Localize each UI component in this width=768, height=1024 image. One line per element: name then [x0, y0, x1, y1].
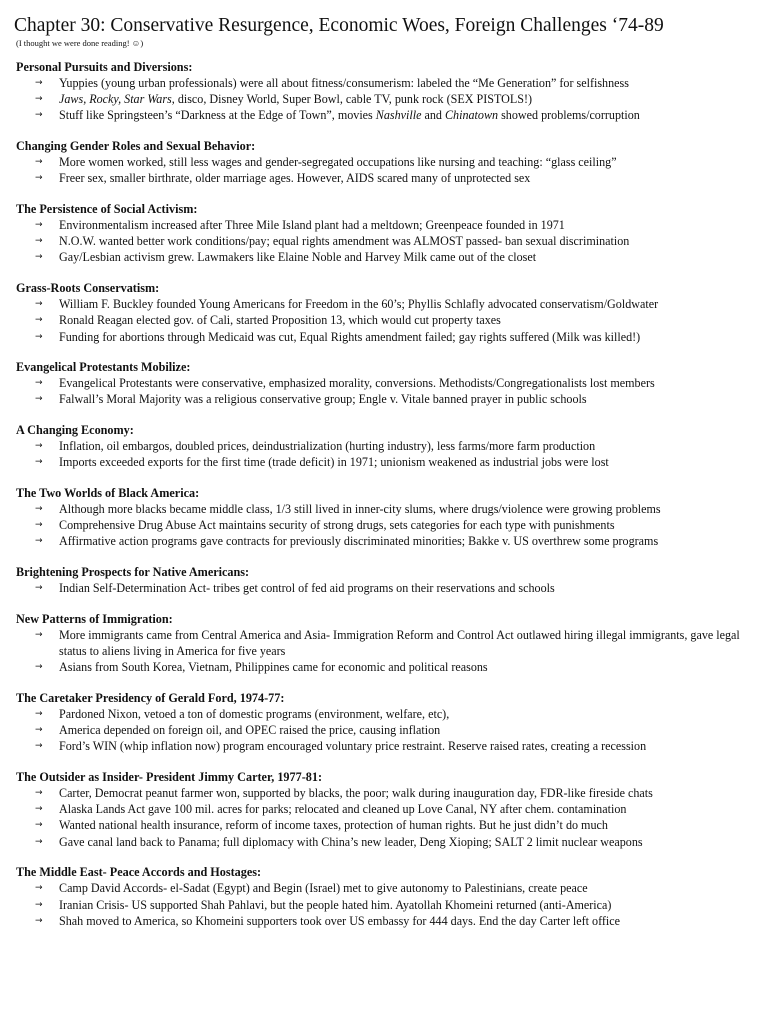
section-heading: The Outsider as Insider- President Jimmy Carter, 1977-81:: [16, 770, 323, 785]
arrow-icon: →: [35, 804, 43, 815]
arrow-icon: →: [35, 662, 43, 673]
arrow-icon: →: [35, 157, 43, 168]
outline-section: [14, 564, 756, 596]
section-heading: The Two Worlds of Black America:: [16, 486, 200, 501]
section-heading: New Patterns of Immigration:: [16, 611, 173, 626]
section-heading: Evangelical Protestants Mobilize:: [16, 360, 191, 375]
bullet-text: More immigrants came from Central America and Asia- Immigration Reform and Control Act outlawed hiring illegal immigrants, gave legal status to aliens living in America for five years: [59, 627, 740, 659]
bullet-item: [14, 249, 756, 265]
section-heading: Grass-Roots Conservatism:: [16, 281, 160, 296]
bullet-text: Iranian Crisis- US supported Shah Pahlavi, but the people hated him. Ayatollah Khomeini returned (anti-America): [59, 897, 612, 912]
arrow-icon: →: [35, 394, 43, 405]
bullet-item: [14, 834, 756, 850]
outline-section: [14, 769, 756, 850]
bullet-list: [14, 706, 756, 755]
arrow-icon: →: [35, 836, 43, 847]
outline-section: [14, 864, 756, 929]
bullet-item: [14, 154, 756, 170]
bullet-text: [59, 91, 756, 107]
section-heading: Brightening Prospects for Native Americans:: [16, 565, 250, 580]
arrow-icon: →: [35, 220, 43, 231]
bullet-text: Although more blacks became middle class, 1/3 still lived in inner-city slums, where drugs/violence were growing problems: [59, 502, 661, 517]
arrow-icon: →: [35, 629, 43, 640]
italic-title: Nashville: [375, 108, 422, 123]
section-heading: Personal Pursuits and Diversions:: [16, 60, 193, 74]
bullet-item: [14, 785, 756, 801]
bullet-text: [59, 107, 756, 123]
bullet-text: Evangelical Protestants were conservative, emphasized morality, conversions. Methodists/Congregationalists lost members: [59, 376, 655, 391]
bullet-text: More women worked, still less wages and gender-segregated occupations like nursing and teaching: “glass ceiling”: [59, 155, 617, 170]
bullet-item: [14, 75, 756, 91]
bullet-item: [14, 233, 756, 249]
bullet-item: [14, 438, 756, 454]
bullet-list: [14, 438, 756, 470]
bullet-list: [14, 154, 756, 186]
bullet-list: [14, 785, 756, 850]
arrow-icon: →: [35, 725, 43, 736]
outline-section: [14, 611, 756, 676]
bullet-list: [14, 501, 756, 550]
arrow-icon: →: [35, 378, 43, 389]
bullet-item: [14, 580, 756, 596]
bullet-text: Funding for abortions through Medicaid was cut, Equal Rights amendment failed; gay rights suffered (Milk was killed!): [59, 329, 641, 344]
bullet-item: [14, 107, 756, 123]
bullet-list: [14, 627, 756, 676]
sections-container: [14, 59, 756, 929]
bullet-text: Gay/Lesbian activism grew. Lawmakers like Elaine Noble and Harvey Milk came out of the closet: [59, 250, 537, 265]
bullet-text: Ronald Reagan elected gov. of Cali, started Proposition 13, which would cut property taxes: [59, 313, 501, 328]
bullet-text-rest: , disco, Disney World, Super Bowl, cable TV, punk rock (SEX PISTOLS!): [171, 92, 533, 107]
bullet-item: [14, 880, 756, 896]
section-heading: The Caretaker Presidency of Gerald Ford, 1974-77:: [16, 690, 285, 705]
bullet-item: [14, 627, 756, 659]
arrow-icon: →: [35, 110, 43, 121]
bullet-text: Falwall’s Moral Majority was a religious conservative group; Engle v. Vitale banned prayer in public schools: [59, 392, 587, 407]
outline-section: [14, 690, 756, 755]
bullet-item: [14, 217, 756, 233]
section-heading: The Middle East- Peace Accords and Hostages:: [16, 865, 262, 880]
arrow-icon: →: [35, 331, 43, 342]
outline-section: [14, 280, 756, 345]
bullet-item: [14, 312, 756, 328]
bullet-item: [14, 296, 756, 312]
outline-section: [14, 359, 756, 407]
outline-section: [14, 485, 756, 550]
bullet-item: [14, 391, 756, 407]
arrow-icon: →: [35, 536, 43, 547]
section-heading: The Persistence of Social Activism:: [16, 202, 198, 217]
bullet-text: America depended on foreign oil, and OPEC raised the price, causing inflation: [59, 723, 441, 738]
bullet-list: [14, 217, 756, 266]
section-heading: A Changing Economy:: [16, 423, 134, 438]
bullet-text: Carter, Democrat peanut farmer won, supported by blacks, the poor; walk during inauguration day, FDR-like fireside chats: [59, 786, 653, 801]
arrow-icon: →: [35, 820, 43, 831]
bullet-text: Freer sex, smaller birthrate, older marriage ages. However, AIDS scared many of unprotected sex: [59, 171, 531, 186]
bullet-list: [14, 375, 756, 407]
arrow-icon: →: [35, 457, 43, 468]
outline-section: [14, 422, 756, 470]
arrow-icon: →: [35, 441, 43, 452]
bullet-item: [14, 897, 756, 913]
bullet-item: [14, 738, 756, 754]
bullet-item: [14, 659, 756, 675]
arrow-icon: →: [35, 583, 43, 594]
bullet-item: [14, 517, 756, 533]
bullet-item: [14, 722, 756, 738]
bullet-item: [14, 706, 756, 722]
arrow-icon: →: [35, 741, 43, 752]
arrow-icon: →: [35, 78, 43, 88]
bullet-text: Camp David Accords- el-Sadat (Egypt) and Begin (Israel) met to give autonomy to Palestinians, create peace: [59, 881, 588, 896]
bullet-item: [14, 801, 756, 817]
section-heading: Changing Gender Roles and Sexual Behavior:: [16, 139, 256, 154]
bullet-text-post: showed problems/corruption: [498, 108, 640, 123]
bullet-text: Comprehensive Drug Abuse Act maintains security of strong drugs, sets categories for each type with punishments: [59, 518, 615, 533]
bullet-text: Wanted national health insurance, reform of income taxes, protection of human rights. But he just didn’t do much: [59, 818, 608, 833]
bullet-item: [14, 454, 756, 470]
document-page: [14, 14, 756, 944]
italic-title: Chinatown: [444, 108, 499, 123]
arrow-icon: →: [35, 883, 43, 894]
bullet-item: [14, 533, 756, 549]
bullet-item: [14, 817, 756, 833]
bullet-item: [14, 91, 756, 107]
bullet-text: Indian Self-Determination Act- tribes get control of fed aid programs on their reservations and schools: [59, 581, 555, 596]
bullet-text-pre: Stuff like Springsteen’s “Darkness at the Edge of Town”, movies: [59, 108, 376, 123]
bullet-item: [14, 375, 756, 391]
arrow-icon: →: [35, 315, 43, 326]
arrow-icon: →: [35, 252, 43, 263]
bullet-text-mid: and: [421, 108, 445, 123]
bullet-text: N.O.W. wanted better work conditions/pay; equal rights amendment was ALMOST passed- ban sexual discrimination: [59, 234, 630, 249]
bullet-text: Shah moved to America, so Khomeini supporters took over US embassy for 444 days. End the day Carter left office: [59, 913, 621, 928]
bullet-text: Affirmative action programs gave contracts for previously discriminated minorities; Bakke v. US overthrew some programs: [59, 534, 659, 549]
bullet-list: [14, 880, 756, 929]
bullet-list: [14, 296, 756, 345]
bullet-item: [14, 170, 756, 186]
bullet-text: Gave canal land back to Panama; full diplomacy with China’s new leader, Deng Xioping; SALT 2 limit nuclear weapons: [59, 834, 643, 849]
arrow-icon: →: [35, 94, 43, 105]
bullet-item: [14, 501, 756, 517]
bullet-list: [14, 580, 756, 596]
bullet-text: Yuppies (young urban professionals) were all about fitness/consumerism: labeled the “Me Generation” for selfishness: [59, 76, 629, 90]
arrow-icon: →: [35, 915, 43, 926]
arrow-icon: →: [35, 299, 43, 310]
arrow-icon: →: [35, 173, 43, 184]
outline-section: [14, 138, 756, 186]
bullet-item: [14, 329, 756, 345]
bullet-text: Ford’s WIN (whip inflation now) program encouraged voluntary price restraint. Reserve raised rates, creating a recession: [59, 739, 647, 754]
bullet-text: Asians from South Korea, Vietnam, Philippines came for economic and political reasons: [59, 660, 488, 675]
bullet-text: Pardoned Nixon, vetoed a ton of domestic programs (environment, welfare, etc),: [59, 706, 450, 721]
outline-section: [14, 201, 756, 266]
arrow-icon: →: [35, 708, 43, 719]
bullet-list: [14, 75, 756, 124]
arrow-icon: →: [35, 899, 43, 910]
bullet-text: Alaska Lands Act gave 100 mil. acres for parks; relocated and cleaned up Love Canal, NY after chem. contamination: [59, 802, 627, 817]
bullet-text: Inflation, oil embargos, doubled prices, deindustrialization (hurting industry), less farms/more farm production: [59, 439, 596, 454]
page-subtitle: (I thought we were done reading! ☺): [16, 38, 144, 48]
page-title: Chapter 30: Conservative Resurgence, Economic Woes, Foreign Challenges ‘74-89: [14, 15, 664, 36]
bullet-text: Environmentalism increased after Three Mile Island plant had a meltdown; Greenpeace founded in 1971: [59, 218, 565, 233]
arrow-icon: →: [35, 236, 43, 247]
bullet-item: [14, 913, 756, 929]
italic-title: Jaws, Rocky, Star Wars: [59, 92, 172, 107]
bullet-text: William F. Buckley founded Young Americans for Freedom in the 60’s; Phyllis Schlafly advocated conservatism/Goldwater: [59, 297, 659, 312]
bullet-text: Imports exceeded exports for the first time (trade deficit) in 1971; unionism weakened as industrial jobs were lost: [59, 455, 609, 470]
arrow-icon: →: [35, 504, 43, 515]
outline-section: [14, 59, 756, 124]
arrow-icon: →: [35, 788, 43, 799]
arrow-icon: →: [35, 520, 43, 531]
